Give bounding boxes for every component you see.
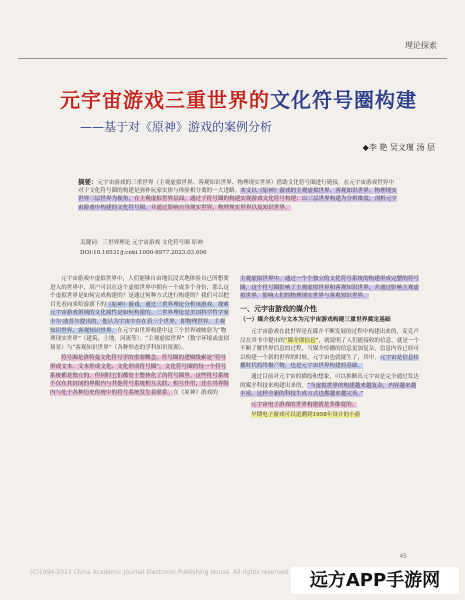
right-p2-text: 通过目前对元宇宙的描绘和想象，可以推断出元宇宙是完全通过发达的媒介科技来构建出来的， [240,373,419,389]
right-p1-highlight-2: 元宇宙是信息传播时代的终极产物，也是元宇宙世界构建的基础。 [240,354,420,370]
abstract-sentence-1: 元宇宙游戏的三重世界（主观虚拟世界、客观知识世界、物理现实世界）借助文化符号圈进行链接，在元宇宙游戏世界中对于文化符号圈的构建是弥补玩家实体与体验相分离的一大进路。 [78,180,394,195]
right-paragraph-3 [240,401,420,410]
left-p2-highlight: 符号圈是洛特曼文化符号学的重要概念，符号圈的逻辑线索是“符号形成文本、文本形成文化、文化形成符号圈”，文化符号圈的每一个符号系统都是独立的，但同时它们都处于整体化了的符号圈里。这些符号系统不仅在其封闭的界限内与其他符号系统相互关联，相互作用，还在其界限内与处于各种历史传统中的符号系统发生着联系。 [50,355,230,396]
right-p2-highlight: “当虚拟世界的构建越来越复杂，内容越来越丰富，这样全新的科技生成方式也都越来越完善。” [240,382,417,398]
right-paragraph-1 [240,328,420,371]
right-p4-highlight: 早期电子游戏可以追溯到1958年设计的小游 [251,412,361,419]
right-paragraph-0 [240,275,420,301]
article-subtitle: ——基于对《原神》游戏的案例分析 [80,120,273,134]
title-part-1: 元宇宙游戏三重世界的 [60,88,270,112]
site-watermark: 远方APP手游网 [291,567,459,594]
left-paragraph-2 [50,354,230,397]
running-head: 理论探索 [405,41,437,50]
right-p1-highlight: “媒介即信息” [284,337,319,344]
keywords: 关键词：三世界理论 元宇宙游戏 文化符号圈 原神 [80,240,203,246]
page-number: 45 [399,553,407,560]
subsection-heading-1: （一）媒介技术与文本为元宇宙游戏构建三重世界奠定基础 [240,317,391,324]
left-p1-mapping: 在元宇宙世界构建中这三个世界被映射为“物理现实世界”（建筑、土地、河流等）、“主观虚拟世界”（数字环境或虚拟场景）与“客观知识世界”（各种形态的学科知识资源）。 [50,327,230,351]
right-paragraph-4 [240,411,420,420]
article-title [60,84,440,113]
abstract-sentence-2: 本文以《原神》游戏的主观虚拟世界、客观知识世界、物理现实世界三层世界为视角， [78,188,397,203]
right-p1-body: ，就说明了人们能接收的信息，就是一个不断了解世界信息的过程，当媒介传播的信息更加复杂，信息内容已经可以构建一个新的世界的时候，元宇宙也就诞生了，其中， [240,337,420,361]
top-rule [18,58,447,59]
right-p0-highlight: 主观虚拟世界中，通过一个个独立的文化符号系统的构建形成完整的符号圈，这个符号圈影响了主观虚拟世界和客观知识世界，并通过影响主观虚拟世界，影响人们的物理现实世界与客观知识世界。 [240,276,420,300]
abstract-sentence-3: 在主观虚拟世界层面，通过子符号圈的构建实现游戏文化符号构建； [133,196,302,203]
left-column [50,275,230,399]
abstract-label: 摘要： [78,178,98,186]
left-p1-highlight: 《原神》游戏，通过三世界理论分析该游戏，探索元宇宙游戏领域的文化属性是如何构建的。 [50,301,230,317]
abstract-sentence-4: 以三层世界构建为分析维度，剖析元宇宙游戏中构建的文化符号圈， [78,196,397,211]
right-column [240,275,420,422]
right-p1-text: 元宇宙游戏在此世界是在媒介不断发展的过程中构建出来的，麦克卢汉在其书中提出的 [240,328,419,344]
section-heading-1: 一、元宇宙游戏的媒介性 [240,304,317,313]
doi: DOI:10.16531/j.cnki.1000-8977.2023.03.006 [80,250,207,256]
left-p1-theory: 三世界理论是美国科学哲学家卡尔·波普尔提出的，他认为宇宙中存在着三个世界，即物理世界、主观知识世界、客观知识世界。 [50,310,230,334]
right-paragraph-2 [240,373,420,399]
left-p1-text: 元宇宙游戏中虚拟世界中，人们能够自由地沉浸式地体验自己所想要进入的世界中，用户可以在这个虚拟世界中拥有一个或多个身份，那么这个虚拟世界是如何完成构建的？是通过何种方式进行构建的？我们可以把目光看向米哈游旗下的 [50,276,230,308]
copyright-footer: (C)1994-2023 China Academic Journal Electronic Publishing House. All rights reserved. [30,569,290,576]
abstract [78,178,398,212]
left-paragraph-1 [50,275,230,352]
abstract-sentence-5: 并通过影响自身现实世界、物理现实世界以及知识世界。 [150,204,291,211]
title-part-2: 文化符号圈构建 [270,88,417,112]
right-p3-highlight: 元宇宙电子游戏的世界构建就是多维度的。 [251,401,358,408]
left-p2-tail: 在《原神》游戏的 [173,389,218,396]
authors: ◆李 艳 吴文瑾 汤 层 [362,143,435,152]
